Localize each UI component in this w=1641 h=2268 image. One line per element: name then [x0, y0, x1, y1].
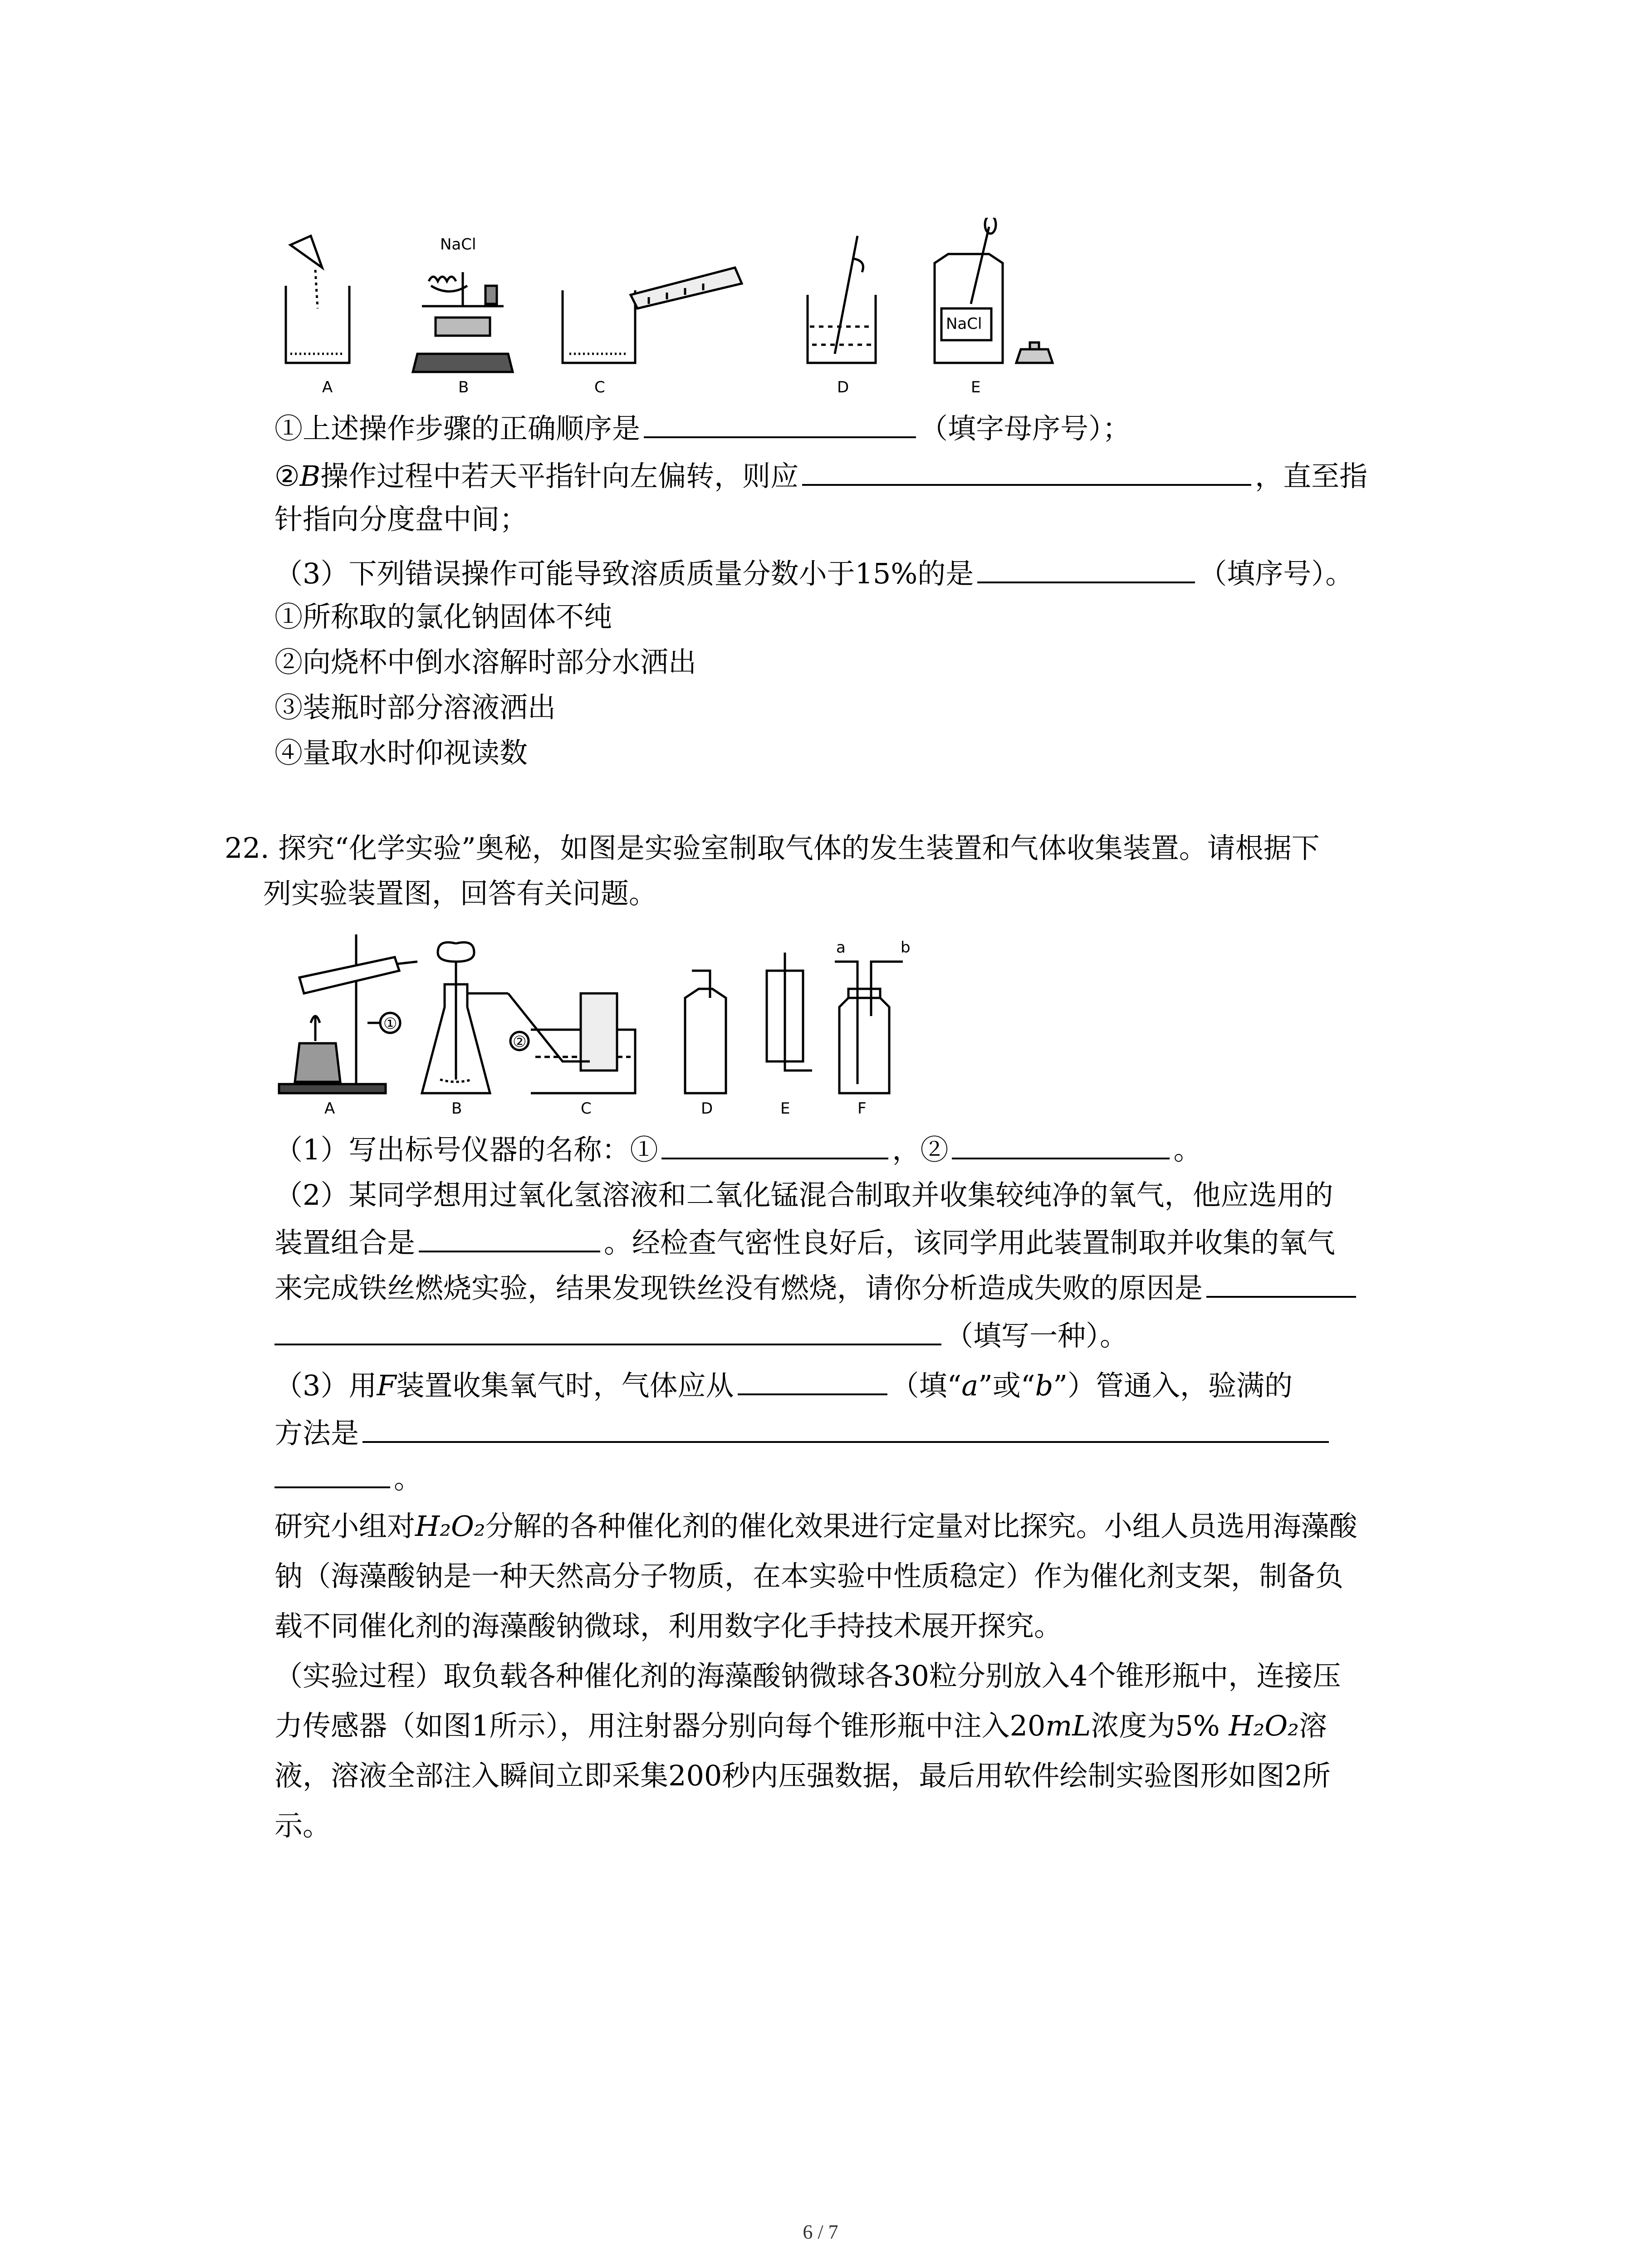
q21-step2-answer-blank[interactable] — [802, 456, 1251, 486]
q22-part1-blank-1[interactable] — [661, 1129, 888, 1159]
figure1-label-e: E — [971, 378, 981, 396]
q22-part2-line1: （2）某同学想用过氧化氢溶液和二氧化锰混合制取并收集较纯净的氧气，他应选用的 — [274, 1178, 1333, 1212]
figure2-label-e: E — [780, 1100, 790, 1118]
q22-part3-italic-f: F — [377, 1369, 397, 1402]
q21-step1 — [274, 408, 1131, 447]
q22-part3-line2-text: 方法是 — [274, 1417, 359, 1450]
q22-part3-suffix: ”）管通入，验满的 — [1053, 1369, 1293, 1402]
q21-step2-italic: B — [299, 459, 321, 493]
q22-intro-line2: 列实验装置图，回答有关问题。 — [263, 877, 657, 910]
q22-part3-fill: （填“ — [891, 1369, 962, 1402]
q22-part3-line1 — [274, 1365, 1293, 1404]
q22-part2-line3 — [274, 1268, 1360, 1306]
figure1-label-a: A — [322, 378, 333, 396]
q22-part3-blank-tube[interactable] — [738, 1365, 887, 1395]
q21-step2 — [274, 456, 1367, 494]
figure-solution-preparation — [272, 218, 1071, 408]
passage-line1 — [274, 1508, 1357, 1545]
q22-part2-line2-prefix: 装置组合是 — [274, 1226, 416, 1259]
q22-part2-blank-reason-b[interactable] — [274, 1315, 941, 1345]
nacl-bottle-label: NaCl — [946, 315, 982, 333]
q22-part2-line4-suffix: （填写一种）。 — [945, 1319, 1128, 1352]
q22-part3-blank-method-a[interactable] — [362, 1413, 1329, 1443]
tube-a-label: a — [836, 938, 846, 957]
passage-line5-formula: H₂O₂ — [1229, 1709, 1299, 1742]
q21-option-4: ④量取水时仰视读数 — [274, 736, 528, 769]
q22-part1-prefix: （1）写出标号仪器的名称：① — [274, 1133, 658, 1166]
figure2-label-c: C — [581, 1100, 592, 1118]
q22-part2-line3-text: 来完成铁丝燃烧实验，结果发现铁丝没有燃烧，请你分析造成失败的原因是 — [274, 1271, 1203, 1305]
passage-line5 — [274, 1708, 1327, 1744]
q22-part3-blank-method-b[interactable] — [274, 1458, 390, 1488]
passage-line6: 液，溶液全部注入瞬间立即采集200秒内压强数据，最后用软件绘制实验图形如图2所 — [274, 1759, 1331, 1792]
q22-part3-a: a — [961, 1369, 979, 1402]
solution-preparation-diagram — [272, 218, 1071, 408]
figure1-label-b: B — [458, 378, 469, 396]
circle1-label: ① — [383, 1015, 397, 1033]
q21-step1-answer-blank[interactable] — [644, 408, 916, 438]
q22-part3-b: b — [1035, 1369, 1053, 1402]
q21-step2-line2: 针指向分度盘中间； — [274, 503, 528, 536]
passage-line5-mid: 浓度为5% — [1091, 1709, 1229, 1742]
q22-part2-line2 — [274, 1222, 1335, 1261]
q21-option-1: ①所称取的氯化钠固体不纯 — [274, 600, 612, 633]
page-number: 6 / 7 — [803, 2221, 838, 2243]
q22-part3-prefix: （3）用 — [274, 1369, 377, 1402]
passage-line3: 载不同催化剂的海藻酸钠微球，利用数字化手持技术展开探究。 — [274, 1609, 1063, 1642]
q22-part1-blank-2[interactable] — [952, 1129, 1170, 1159]
q21-part3-prefix: （3）下列错误操作可能导致溶质质量分数小于15%的是 — [274, 557, 974, 590]
q22-intro-line1: 22. 探究“化学实验”奥秘，如图是实验室制取气体的发生装置和气体收集装置。请根据下 — [225, 831, 1320, 865]
q22-part2-line2-suffix: 。经检查气密性良好后，该同学用此装置制取并收集的氧气 — [604, 1226, 1336, 1259]
figure1-label-d: D — [837, 378, 849, 396]
q21-step2-prefix: ② — [274, 459, 300, 493]
q22-part1 — [274, 1129, 1201, 1168]
passage-line7: 示。 — [274, 1809, 331, 1842]
q21-step1-suffix: （填字母序号）； — [920, 412, 1131, 445]
q22-part3-line2 — [274, 1413, 1332, 1452]
figure-gas-apparatus — [272, 925, 953, 1120]
q22-part2-blank-combo[interactable] — [419, 1222, 600, 1252]
passage-line5-unit: mL — [1045, 1709, 1091, 1742]
q21-part3-suffix: （填序号）。 — [1199, 557, 1354, 590]
circle2-label: ② — [513, 1033, 527, 1051]
q21-option-2: ②向烧杯中倒水溶解时部分水洒出 — [274, 645, 697, 679]
figure2-label-a: A — [324, 1100, 335, 1118]
gas-apparatus-diagram — [272, 925, 953, 1120]
passage-line1-formula: H₂O₂ — [415, 1510, 485, 1543]
q22-part3-mid: 装置收集氧气时，气体应从 — [396, 1369, 734, 1402]
figure2-label-f: F — [857, 1100, 867, 1118]
q21-step1-prefix: ①上述操作步骤的正确顺序是 — [274, 412, 641, 445]
q22-part2-blank-reason-a[interactable] — [1206, 1268, 1356, 1298]
q22-part2-line4 — [274, 1315, 1128, 1354]
passage-line2: 钠（海藻酸钠是一种天然高分子物质，在本实验中性质稳定）作为催化剂支架，制备负 — [274, 1559, 1344, 1593]
figure1-label-c: C — [594, 378, 605, 396]
figure2-label-b: B — [451, 1100, 462, 1118]
passage-line4: （实验过程）取负载各种催化剂的海藻酸钠微球各30粒分别放入4个锥形瓶中，连接压 — [274, 1659, 1341, 1692]
q22-part1-mid: ，② — [892, 1133, 949, 1166]
q21-part3 — [274, 553, 1353, 592]
q22-part1-suffix: 。 — [1173, 1133, 1202, 1166]
q22-part3-or: ”或“ — [978, 1369, 1035, 1402]
figure2-label-d: D — [701, 1100, 713, 1118]
passage-line1-prefix: 研究小组对 — [274, 1510, 416, 1543]
q22-part3-line3-text: 。 — [394, 1462, 422, 1495]
tube-b-label: b — [901, 938, 911, 957]
passage-line5-prefix: 力传感器（如图1所示），用注射器分别向每个锥形瓶中注入20 — [274, 1709, 1046, 1742]
passage-line1-suffix: 分解的各种催化剂的催化效果进行定量对比探究。小组人员选用海藻酸 — [485, 1510, 1357, 1543]
q21-part3-answer-blank[interactable] — [977, 553, 1195, 583]
nacl-balance-label: NaCl — [440, 235, 476, 254]
passage-line5-suffix: 溶 — [1299, 1709, 1327, 1742]
q21-step2-suffix: ，直至指 — [1255, 459, 1368, 493]
q21-step2-mid: 操作过程中若天平指针向左偏转，则应 — [320, 459, 799, 493]
q22-part3-line3 — [274, 1458, 422, 1497]
q21-option-3: ③装瓶时部分溶液洒出 — [274, 691, 556, 724]
